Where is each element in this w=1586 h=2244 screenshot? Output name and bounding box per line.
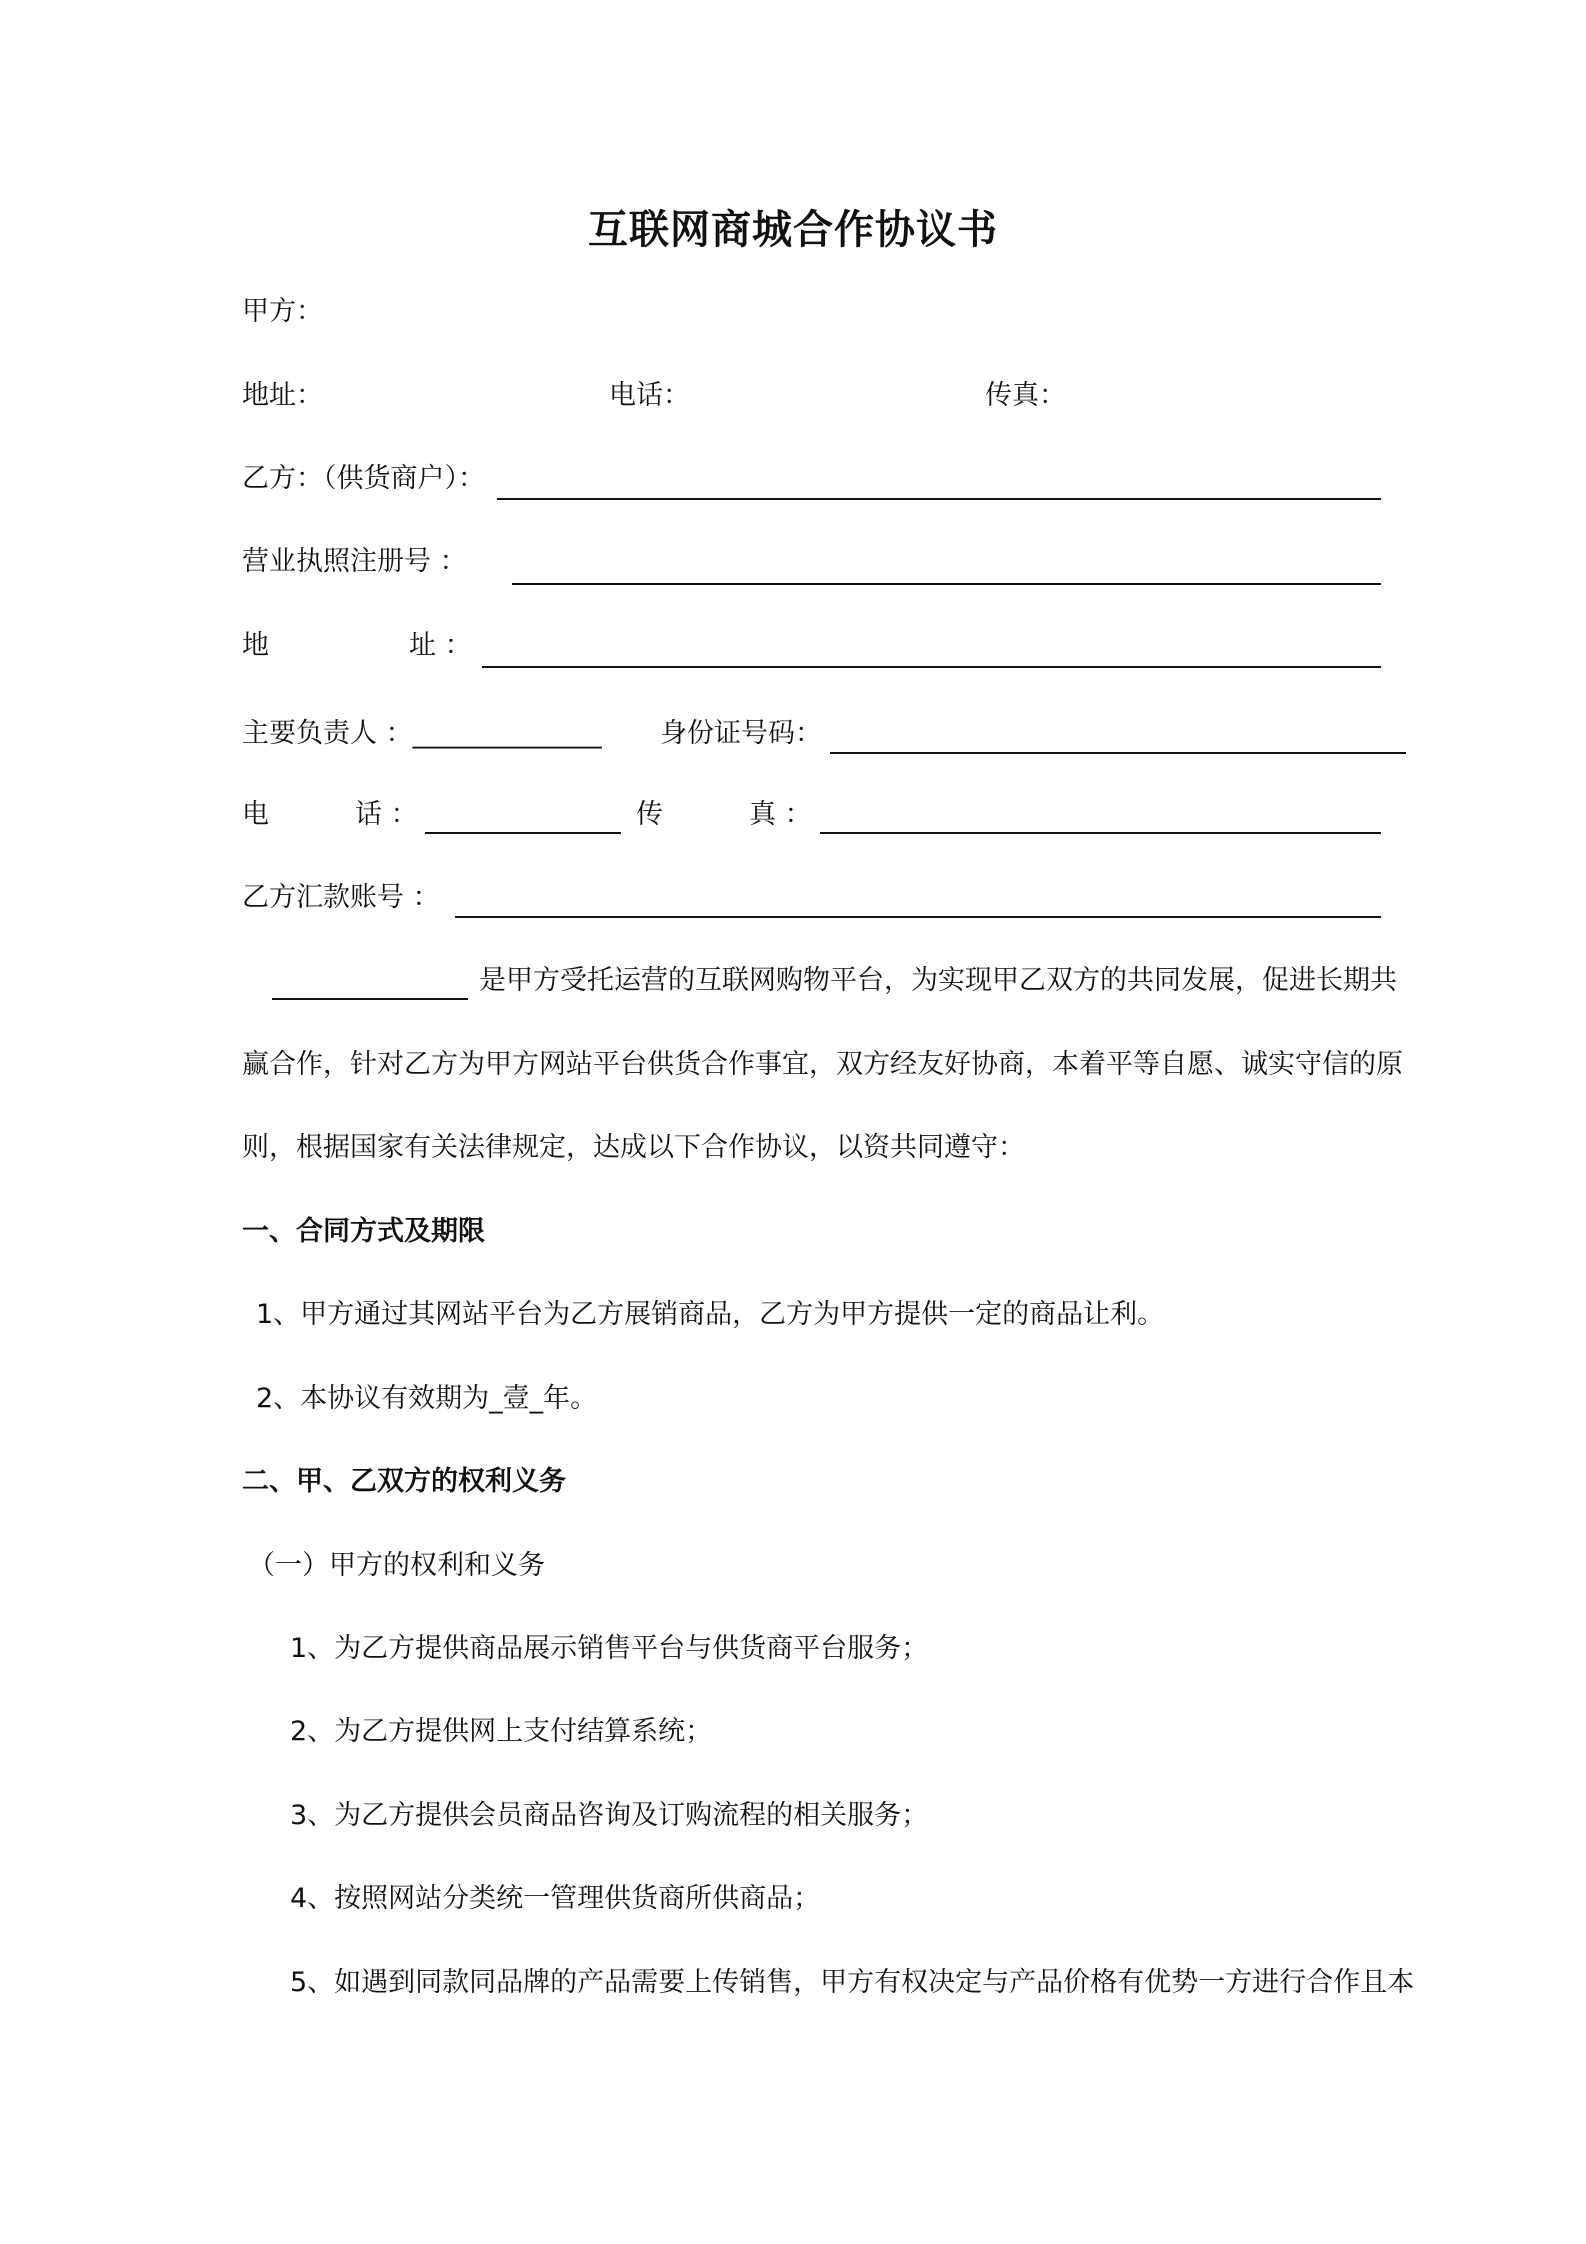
business-license-field[interactable] <box>512 583 1381 585</box>
list-item: 1、为乙方提供商品展示销售平台与供货商平台服务； <box>290 1633 929 1664</box>
list-item: 5、如遇到同款同品牌的产品需要上传销售，甲方有权决定与产品价格有优势一方进行合作且本 <box>290 1967 1415 1998</box>
list-item: 4、按照网站分类统一管理供货商所供商品； <box>290 1883 821 1914</box>
section-2-sub-1: （一）甲方的权利和义务 <box>248 1550 545 1581</box>
party-b-address-label-1: 地 <box>242 630 269 661</box>
party-b-label: 乙方：（供货商户）： <box>242 463 485 494</box>
party-b-phone-label-1: 电 <box>242 799 269 830</box>
account-field[interactable] <box>455 916 1381 918</box>
list-item: 2、为乙方提供网上支付结算系统； <box>290 1716 713 1747</box>
principal-label: 主要负责人 ：______________ <box>242 718 602 749</box>
intro-line-2: 赢合作，针对乙方为甲方网站平台供货合作事宜，双方经友好协商，本着平等自愿、诚实守信的原 <box>242 1049 1403 1080</box>
account-label: 乙方汇款账号 ： <box>242 882 440 913</box>
id-number-label: 身份证号码： <box>660 718 822 749</box>
party-b-phone-label-2: 话 ： <box>355 799 418 830</box>
list-item: 3、为乙方提供会员商品咨询及订购流程的相关服务； <box>290 1800 929 1831</box>
section-1-heading: 一、合同方式及期限 <box>242 1216 485 1247</box>
party-b-phone-field[interactable] <box>425 832 621 834</box>
document-title: 互联网商城合作协议书 <box>588 207 998 253</box>
party-a-phone-label: 电话： <box>609 380 690 411</box>
business-license-label: 营业执照注册号 ： <box>242 546 467 577</box>
section-2-heading: 二、甲、乙双方的权利义务 <box>242 1466 566 1497</box>
party-b-name-field[interactable] <box>497 498 1381 500</box>
id-number-field[interactable] <box>830 752 1406 754</box>
party-b-fax-label-1: 传 <box>636 799 663 830</box>
party-b-fax-field[interactable] <box>820 832 1381 834</box>
platform-name-field[interactable] <box>272 998 468 1000</box>
party-a-address-label: 地址： <box>242 380 323 411</box>
party-a-fax-label: 传真： <box>985 380 1066 411</box>
intro-line-3: 则，根据国家有关法律规定，达成以下合作协议，以资共同遵守： <box>242 1132 1025 1163</box>
party-b-fax-label-2: 真 ： <box>749 799 812 830</box>
intro-line-1: 是甲方受托运营的互联网购物平台，为实现甲乙双方的共同发展，促进长期共 <box>479 965 1397 996</box>
party-a-label: 甲方： <box>242 296 323 327</box>
section-1-item-1: 1、甲方通过其网站平台为乙方展销商品，乙方为甲方提供一定的商品让利。 <box>256 1299 1165 1330</box>
party-b-address-field[interactable] <box>482 666 1381 668</box>
section-1-item-2: 2、本协议有效期为_壹_年。 <box>256 1383 598 1414</box>
party-b-address-label-2: 址 ： <box>409 630 472 661</box>
